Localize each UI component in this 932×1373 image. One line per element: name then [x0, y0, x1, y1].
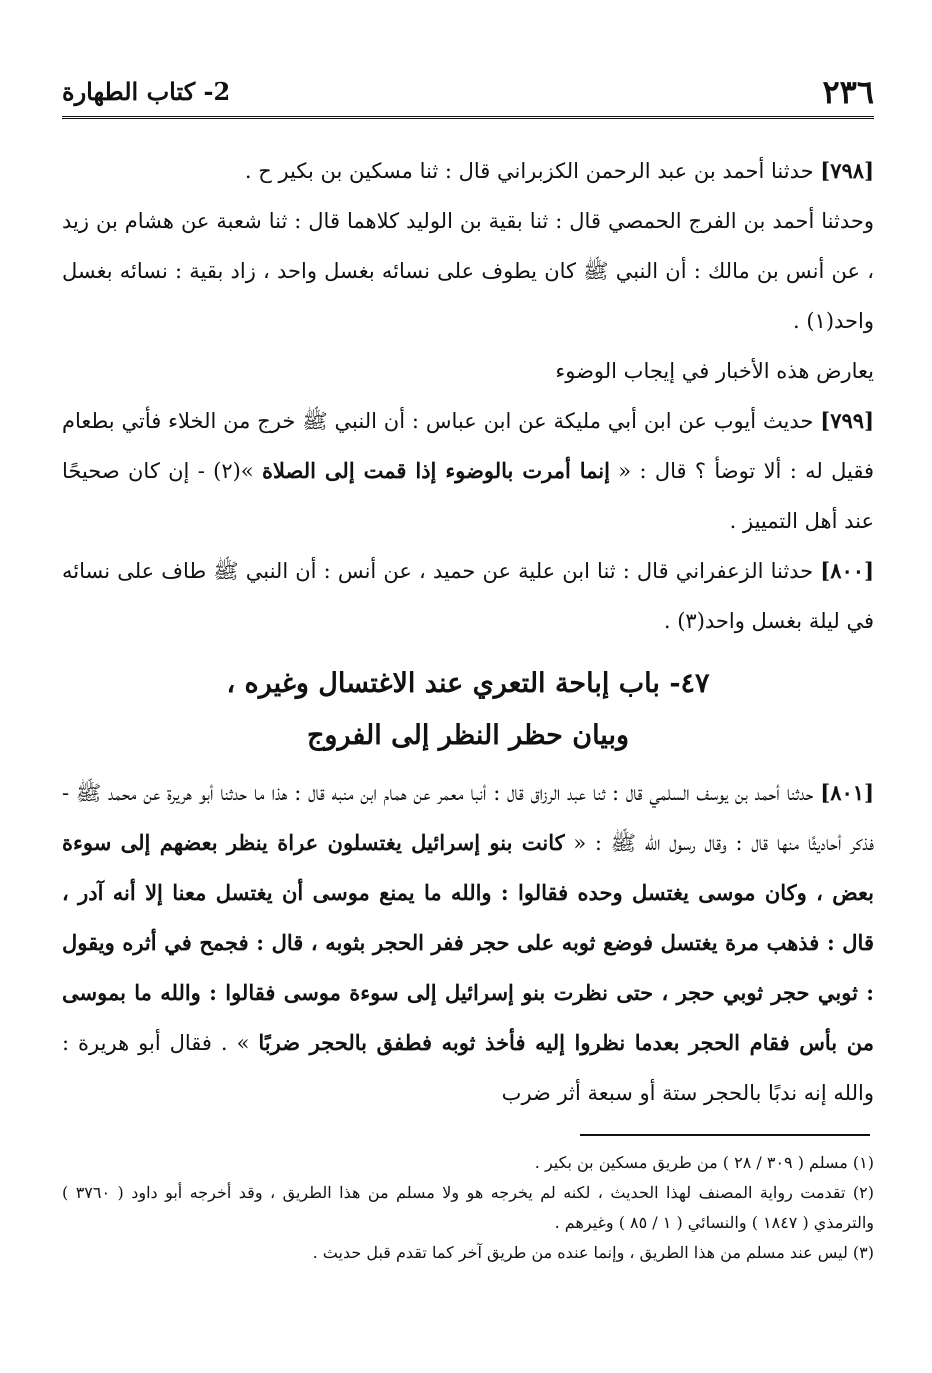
- chapter-heading-line-2: وبيان حظر النظر إلى الفروج: [307, 720, 629, 751]
- subheading-line: [62, 346, 874, 396]
- chapter-heading-line-1: ٤٧- باب إباحة التعري عند الاغتسال وغيره ،: [226, 668, 710, 699]
- hadith-text: حدثنا أحمد بن يوسف السلمي قال : ثنا عبد الرزاق قال : أنبا معمر عن همام ابن منبه قال : هذا ما حدثنا أبو هريرة عن محمد ﷺ - فذكر أحاديثًا منها قال : وقال رسول الله ﷺ : «: [62, 781, 875, 855]
- hadith-text: وحدثنا أحمد بن الفرج الحمصي قال : ثنا بقية بن الوليد كلاهما قال : ثنا شعبة عن هشام بن زيد ، عن أنس بن مالك : أن النبي ﷺ كان يطوف على نسائه بغسل واحد ، زاد بقية : نسائه بغسل واحد(١) .: [62, 209, 874, 333]
- footnote-2: (٢) تقدمت رواية المصنف لهذا الحديث ، لكنه لم يخرجه هو ولا مسلم من هذا الطريق ، وقد أخرجه أبو داود ( ٣٧٦٠ ) والترمذي ( ١٨٤٧ ) والنسائي ( ١ / ٨٥ ) وغيرهم .: [62, 1183, 875, 1232]
- page-header: [62, 70, 874, 119]
- hadith-text: حدثنا الزعفراني قال : ثنا ابن علية عن حميد ، عن أنس : أن النبي ﷺ طاف على نسائه في ليلة بغسل واحد(٣) .: [62, 559, 874, 633]
- hadith-798: [62, 146, 874, 196]
- hadith-text-tail: »(٢) - إن كان صحيحًا عند أهل التمييز .: [62, 459, 874, 533]
- hadith-number: [٨٠٠]: [820, 558, 874, 583]
- hadith-text-tail: » . فقال أبو هريرة : والله إنه ندبًا بالحجر ستة أو سبعة أثر ضرب: [62, 1031, 874, 1105]
- hadith-number: [٧٩٨]: [820, 158, 874, 183]
- chapter-heading: [62, 658, 874, 762]
- hadith-801: [62, 768, 874, 1118]
- footnote-3: (٣) ليس عند مسلم من هذا الطريق ، وإنما عنده من طريق آخر كما تقدم قبل حديث .: [312, 1243, 874, 1262]
- running-title: 2- كتاب الطهارة: [62, 77, 231, 106]
- footnotes: [62, 1148, 874, 1268]
- page-body: [62, 146, 874, 1118]
- hadith-800: [62, 546, 874, 646]
- page-number: ٢٣٦: [822, 73, 874, 111]
- prophetic-saying: إنما أمرت بالوضوء إذا قمت إلى الصلاة: [261, 458, 610, 483]
- hadith-798-chain: [62, 196, 874, 346]
- footnote-divider: [580, 1134, 870, 1136]
- hadith-number: [٧٩٩]: [820, 408, 874, 433]
- hadith-799: [62, 396, 874, 546]
- hadith-text: حدثنا أحمد بن عبد الرحمن الكزبراني قال : ثنا مسكين بن بكير ح .: [244, 159, 821, 183]
- prophetic-saying: كانت بنو إسرائيل يغتسلون عراة ينظر بعضهم إلى سوءة بعض ، وكان موسى يغتسل وحده فقالوا : والله ما يمنع موسى أن يغتسل معنا إلا أنه آدر ، قال : فذهب مرة يغتسل فوضع ثوبه على حجر ففر الحجر بثوبه ، قال : فجمح في أثره ويقول : ثوبي حجر ثوبي حجر ، حتى نظرت بنو إسرائيل إلى سوءة موسى فقالوا : والله ما بموسى من بأس فقام الحجر بعدما نظروا إليه فأخذ ثوبه فطفق بالحجر ضربًا: [62, 830, 874, 1055]
- hadith-text: حديث أيوب عن ابن أبي مليكة عن ابن عباس : أن النبي ﷺ خرج من الخلاء فأتي بطعام فقيل له : ألا توضأ ؟ قال : «: [62, 409, 874, 483]
- hadith-number: [٨٠١]: [820, 780, 874, 805]
- subheading-text: يعارض هذه الأخبار في إيجاب الوضوء: [555, 359, 874, 383]
- footnote-1: (١) مسلم ( ٣٠٩ / ٢٨ ) من طريق مسكين بن بكير .: [534, 1153, 874, 1172]
